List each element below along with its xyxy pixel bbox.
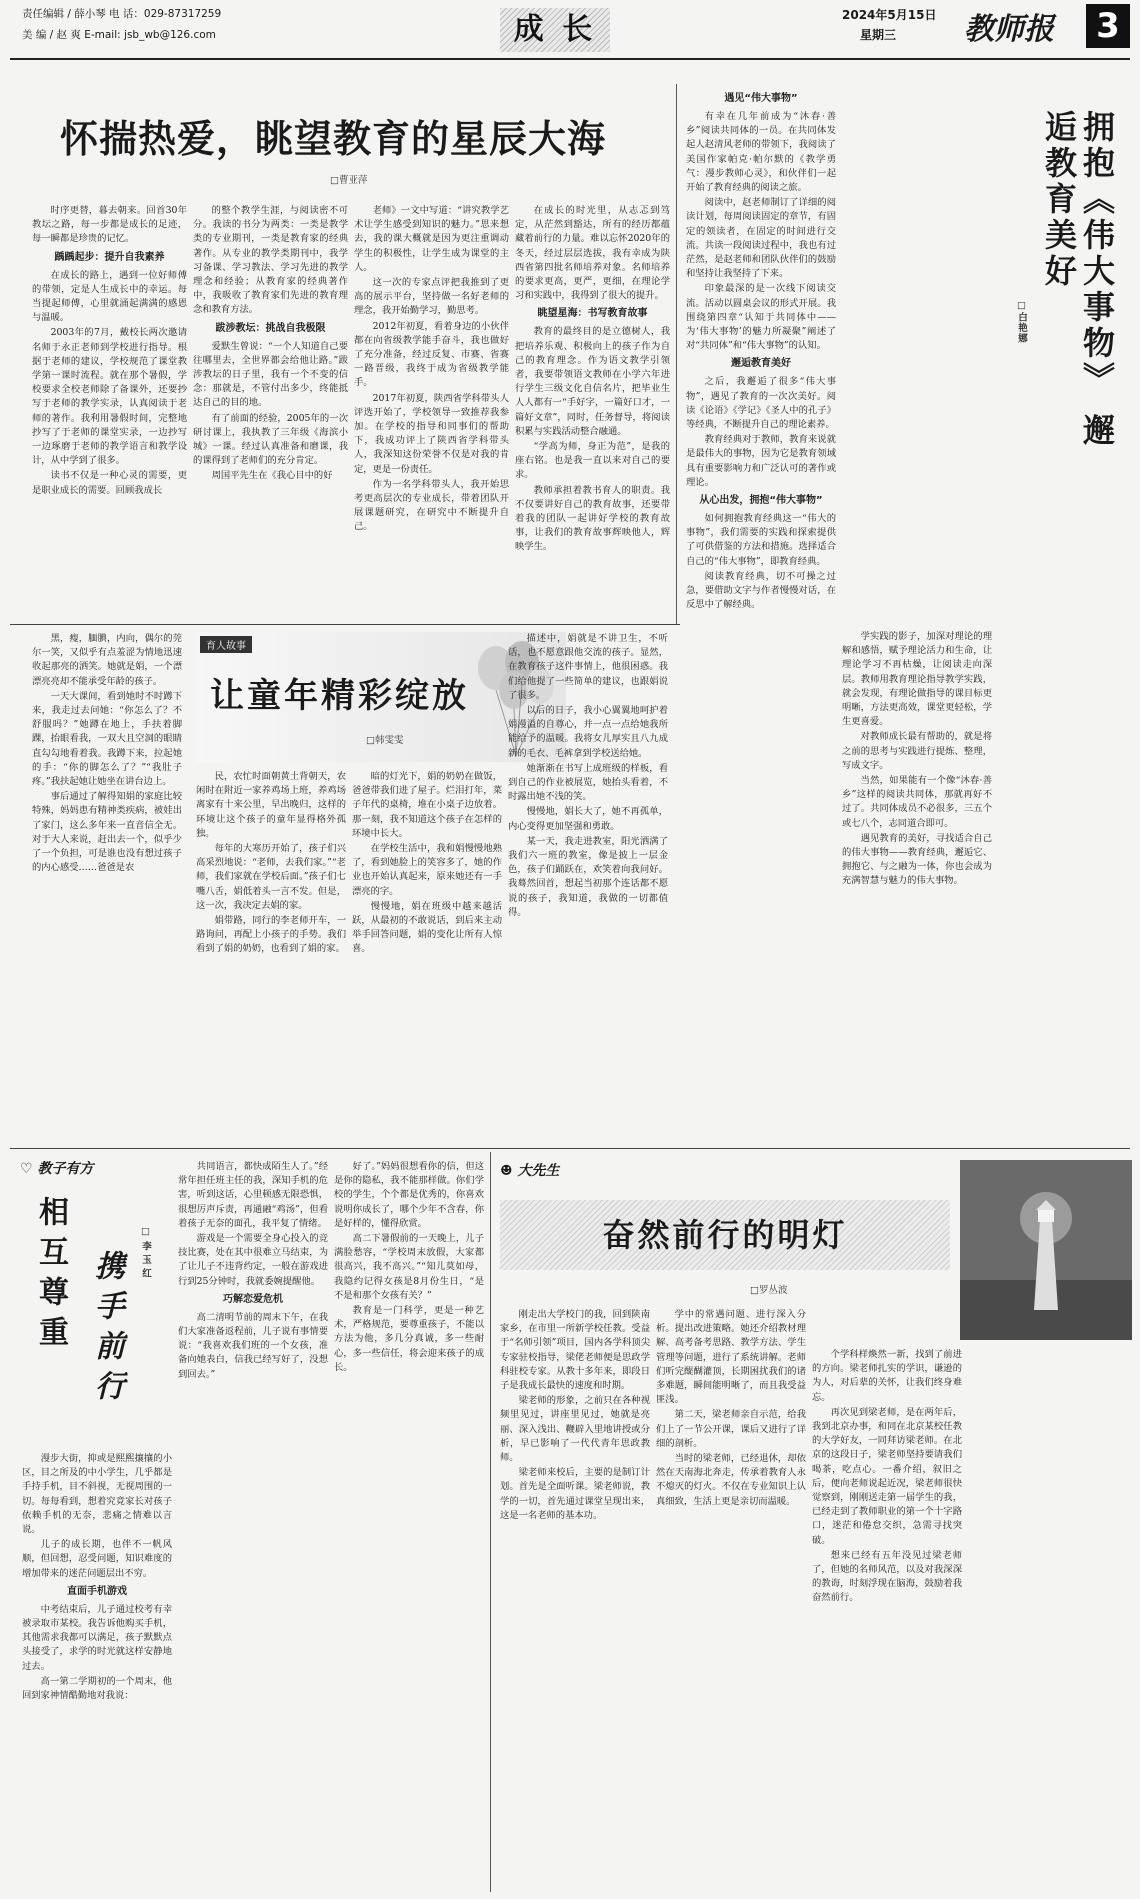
paragraph: 教育经典对于教师，教育来说就是最伟大的事物，因为它是教育领域具有重要影响力和广泛认可的著作或理论。 (686, 434, 836, 488)
article5-col4 (968, 1348, 1130, 1892)
article3-col-right (508, 632, 668, 1137)
article4-column-tag-text: 教子有方 (37, 1161, 94, 1177)
paragraph: 黑，瘦，腼腆，内向，偶尔的莞尔一笑，又似乎有点羞涩为情地迅速收起那亮的洒笑。她就是娟，一个漂漂亮亮却不能承受年龄的孩子。 (32, 633, 182, 687)
paragraph: 每年的大寒历开始了，孩子们兴高采烈地说：“老师，去我们家。”“老师，我们家就在学校后面。”孩子们七嘴八舌，娟低着头一言不发。但是，这一次，我决定去娟的家。 (196, 843, 346, 911)
article5-col2 (656, 1308, 806, 1892)
paragraph: “学高为师，身正为范”，是我的座右铭。也是我一直以来对自己的要求。 (515, 441, 670, 481)
paragraph: 周国平先生在《我心目中的好 (211, 470, 333, 482)
paragraph: 老师》一文中写道：“讲究教学艺术让学生感受到知识的魅力。”思来想去，我的课大概就是因为更注重调动学生的积极性，让学生成为课堂的主人。 (354, 205, 509, 273)
subheading: 巧解恋爱危机 (223, 1293, 283, 1305)
article5-title: 奋然前行的明灯 (602, 1216, 848, 1254)
paragraph: 再次见到梁老师，是在两年后，我到北京办事，和同在北京某校任教的大学好友，一同拜访梁老师。在北京的这段日子，梁老师坚持要请我们喝茶，吃点心。一番介绍，叙旧之后，便向老师说起近况，梁老师很快觉察到，刚刚送走第一届学生的我，已经走到了教师职业的第一个十字路口，迷茫和倦怠交织，急需寻找突破。 (812, 1406, 962, 1546)
paragraph: 事后通过了解得知娟的家庭比较特殊，妈妈患有精神类疾病，被娃出了家门，这么多年来一直音信全无。对于大人来说，赶出去一个，似乎少了一个负担，可是谁也没有想过孩子的内心感受……爸爸是农 (32, 791, 182, 874)
paragraph: 高二下暑假前的一天晚上，儿子满脸愁容，“学校周末放假，大家都很高兴，我不高兴。”“知儿莫如母，我隐约记得女孩是8月份生日，“是不是和那个女孩有关？” (334, 1233, 484, 1301)
article4-title-line1: 相互尊重 (33, 1196, 68, 1356)
article5-col1 (500, 1308, 650, 1892)
paragraph: 一天大课间，看到她时不时蹲下来，我走过去问她：“你怎么了？不舒服吗？”她蹲在地上，手扶着脚踝，抬眼看我，一双大且空洞的眼睛直勾勾地看着我。我蹲下来，拉起她的手：“你的脚怎么了？”“我肚子疼。”我扶起她让她坐在讲台边上。 (32, 690, 182, 788)
page-number: 3 (1086, 4, 1130, 48)
article2-title (1040, 110, 1116, 450)
article2-col-a (686, 88, 836, 1150)
article3-col-mid2 (352, 770, 502, 1137)
paragraph: 在成长的路上，遇到一位好师傅的带领，定是人生成长中的幸运。每当提起师傅，心里就涌起满满的感恩与温暖。 (32, 269, 187, 324)
paragraph: 时序更替，暮去朝来。回首30年教坛之路，每一步都是成长的足迹，每一瞬都是珍贵的记忆。 (32, 205, 187, 245)
paragraph: 民，农忙时面朝黄土背朝天，农闲时在附近一家养鸡场上班，养鸡场离家有十来公里，早出晚归，这样的环境让这个孩子的童年显得格外孤独。 (196, 771, 346, 839)
paragraph: 对教师成长最有帮助的，就是将之前的思考与实践进行提炼、整理，写成文字。 (842, 731, 992, 771)
article5-column-tag-text: 大先生 (517, 1163, 560, 1179)
paragraph: 学实践的影子，加深对理论的理解和感悟，赋予理论活力和生命，让理论学习不再枯燥，让阅读走向深层。教师用教育理论指导教学实践，就会发现，有理论做指导的课目标更明晰，方法更高效，课堂更轻松，学生更喜爱。 (842, 631, 992, 728)
paragraph: 有了前面的经验，2005年的一次研讨课上，我执教了三年级《海滨小城》一课。经过认真准备和磨课，我的课得到了老师们的充分肯定。 (193, 412, 348, 467)
paragraph: 第二天，梁老师亲自示范，给我们上了一节公开课，课后又进行了详细的剖析。 (656, 1409, 806, 1449)
paragraph: 的整个教学生涯，与阅读密不可分。我读的书分为两类：一类是教学类的专业期刊，一类是教育家的经典著作。从专业的教学类期刊中，我学习备课、学习教法、学习先进的教学理念和经验；从教育家的经典著作中，我吸收了教育家们先进的教育理念和教育方法。 (193, 205, 348, 316)
article2-title-text: 拥抱《伟大事物》 邂逅教育美好 (1040, 110, 1116, 450)
paragraph: 当时的梁老师，已经退休，却依然在天南海北奔走，传承着教育人永不熄灭的灯火。不仅在专业知识上认真细致，生活上更是亲切而温暖。 (656, 1453, 806, 1507)
subheading: 邂逅教育美好 (731, 358, 791, 370)
paragraph: 爱默生曾说：“一个人知道自己要往哪里去，全世界都会给他让路。”跋涉教坛的日子里，我有一个不变的信念：那就是，不管付出多少，终能抵达自己的目的地。 (193, 340, 348, 409)
subheading: 踽踽起步：提升自我素养 (54, 251, 165, 263)
paragraph: 读书不仅是一种心灵的需要，更是职业成长的需要。回顾我成长 (32, 470, 187, 496)
paragraph: 个学科样煥然一新，找到了前进的方向。梁老师扎实的学识，谦逊的为人，对后辈的关怀，让我们终身难忘。 (812, 1349, 962, 1403)
subheading: 遇见“伟大事物” (724, 93, 798, 104)
paragraph: 儿子的成长期，也伴不一帆风顺，但回想，忍受问题，知识难度的增加带来的迷茫问题层出不穷。 (22, 1539, 172, 1579)
editor-line: 责任编辑 / 薛小琴 电 话：029-87317259 (22, 8, 222, 20)
issue-weekday: 星期三 (860, 28, 897, 42)
article4-column-tag (20, 1158, 93, 1178)
paragraph: 慢慢地，娟在班级中越来越活跃，从最初的不敢说话，到后来主动举手回答问题，娟的变化让所有人惊喜。 (352, 900, 502, 955)
paragraph: 娟带路，同行的李老师开车，一路询问，再配上小孩子的手势。我们看到了娟的奶奶，也看到了娟的家。 (196, 915, 346, 955)
paragraph: 作为一名学科带头人，我开始思考更高层次的专业成长，带着团队开展课题研究，在研究中不断提升自己。 (354, 478, 509, 533)
paragraph: 阅读教育经典，切不可操之过急，要借助文字与作者慢慢对话，在反思中了解经典。 (686, 570, 836, 611)
paragraph: 2017年初夏，陕西省学科带头人评选开始了，学校领导一致推荐我参加。在学校的指导和同事们的帮助下，我成功评上了陕西省学科带头人，我深知这份荣誉不仅是对我的肯定，更是一份责任。 (354, 392, 509, 475)
article3-col-mid1 (196, 770, 346, 1137)
article3-title: 让童年精彩绽放 (210, 676, 469, 716)
article4-author: □李玉红 (140, 1226, 151, 1282)
column-divider (676, 84, 677, 624)
designer-line: 美 编 / 赵 爽 E-mail: jsb_wb@126.com (22, 29, 216, 41)
paragraph: 在学校生活中，我和娟慢慢地熟了，看到她脸上的笑容多了，她的作业也开始认真起来，原来她还有一手漂亮的字。 (352, 843, 502, 897)
paragraph: 遇见教育的美好，寻找适合自己的伟大事物——教育经典，邂逅它、拥抱它、与之融为一体，你也会成为充满智慧与魅力的伟大事物。 (842, 832, 992, 887)
portrait-icon: ☻ (500, 1163, 518, 1179)
paragraph: 梁老师来校后，主要的是制订计划。首先是全面听课。梁老师说，教学的一切，首先通过课堂呈现出来，这是一名老师的基本功。 (500, 1467, 650, 1521)
article1-col4 (515, 204, 670, 616)
article3-col-left (32, 632, 182, 1137)
column-divider (490, 1152, 491, 1892)
subheading: 跋涉教坛：挑战自我极限 (215, 322, 326, 334)
paragraph: 在成长的时光里，从志忑到笃定，从茫然到豁达，所有的经历都蕴藏着前行的力量。难以忘怀2020年的冬天，经过层层选拔，我有幸成为陕西省第四批名师培养对象。名师培养的要求更高，更严，更细，在理论学习和实践中，我得到了很大的提升。 (515, 205, 670, 302)
article1-col2 (193, 204, 348, 616)
article1-title: 怀揣热爱，眺望教育的星辰大海 (60, 117, 607, 161)
article5-author: □罗丛波 (750, 1285, 788, 1296)
masthead-rule (10, 58, 1130, 60)
paragraph: 描述中，娟就是不讲卫生，不听话，也不愿意跟他交流的孩子。显然，在教育孩子这件事情上，他很困惑。我们给他提了一些简单的建议，也跟娟说了很多。 (508, 633, 668, 701)
paragraph: 暗的灯光下，娟的奶奶在做饭，爸爸带我们进了屋子。烂泪打年，菜子年代的桌椅，堆在小桌子边放着。那一刻，我不知道这个孩子在怎样的环境中长大。 (352, 771, 502, 839)
article2-col-b (842, 630, 992, 1150)
paragraph: 漫步大街，抑或是熙熙攘攘的小区，目之所及的中小学生，几乎都是手持手机，目不斜视，无视周围的一切。每每看到，想着究竟家长对孩子依赖手机的无奈，悲痛之情难以言说。 (22, 1453, 172, 1536)
paragraph: 2003年的7月，戴校长两次邀请名师于永正老师到学校进行指导。根据于老师的建议，学校规范了课堂教学第一课时流程。就在那个暑假，学校要求全校老师除了备课外，还要抄写于老师的教学实录，认真阅读于老师的著作。我利用暑假时间，完整地抄写了于老师的课堂实录，一边抄写一边琢磨于老师的教学语言和教学设计，从中学到了很多。 (32, 327, 187, 467)
article4-col2 (178, 1160, 328, 1892)
subheading: 眺望星海：书写教育故事 (537, 308, 648, 320)
subheading: 从心出发，拥抱“伟大事物” (699, 495, 823, 507)
section-rule (10, 1148, 1130, 1149)
paragraph: 刚走出大学校门的我，回到陕南家乡，在市里一所新学校任教。受益于“名师引领”项目，国内各学科顶尖专家驻校指导，梁佬老师便是思政学科驻校专家。从教十多年来，即段日子是我成长最快的速度和时期。 (500, 1309, 650, 1392)
paragraph: 高二清明节前的周末下午，在我们大家准备返程前，儿子说有事情要说：“我喜欢我们班的一个女孩，准备向她表白，信我已经写好了，没想到回去。” (178, 1311, 328, 1380)
paragraph: 想来已经有五年没见过梁老师了，但她的名师风范，以及对我深深的教诲，时刻浮现在脑海，鼓励着我奋然前行。 (812, 1549, 962, 1604)
article3-column-tag: 育人故事 (200, 636, 252, 653)
paragraph: 学中的常遇问题、进行深入分析。提出改进策略。她还介绍教材理解、高考备考思路、教学方法、学生管理等问题，进行了系统讲解。老师们听完醍醐灌顶，长期困扰我们的诸多难题，瞬间能明晰了，而且我受益匪浅。 (656, 1309, 806, 1406)
article1-col3 (354, 204, 509, 616)
article2-col-c (998, 630, 1128, 1150)
paper-logo: 教师报 (964, 12, 1054, 47)
article2-author: □白艳娜 (1016, 300, 1027, 344)
lighthouse-photo (960, 1160, 1132, 1340)
paragraph: 好了。”妈妈很想看你的信，但这是你的隐私，我不能那样做。你们学校的学生，个个都是优秀的，你喜欢说明你成长了，哪个少年不含春，你是好样的，懂得欣赏。 (334, 1161, 484, 1229)
paragraph: 她渐渐在书写上成班级的样板，看到自己的作业被展览，她抬头看着，不时露出她不浅的笑。 (508, 762, 668, 803)
paragraph: 高一第二学期初的一个周末，他回到家神情酷勤地对我说： (22, 1675, 172, 1702)
paragraph: 如何拥抱教育经典这一“伟大的事物”，我们需要的实践和探索提供了可供借鉴的方法和措施。选择适合自己的“伟大事物”，即教育经典。 (686, 513, 836, 567)
subheading: 直面手机游戏 (67, 1585, 127, 1597)
paragraph: 之后，我邂逅了很多“伟大事物”，遇见了教育的一次次美好。阅读《论语》《学记》《圣人中的孔子》等经典，不断提升自己的理论素养。 (686, 376, 836, 431)
section-rule (10, 624, 680, 625)
article4-col3 (334, 1160, 484, 1892)
paragraph: 中考结束后，儿子通过校考有幸被录取市某校。我告诉他购买手机，其他需求我都可以满足，孩子默默点头接受了，求学的时光就这样安静地过去。 (22, 1603, 172, 1672)
paragraph: 阅读中，赵老师制订了详细的阅读计划，每周阅读固定的章节，有固定的领读者，在固定的时间进行交流。共读一段阅读过程中，我也有过茫然，是赵老师和团队伙伴们的鼓励和坚持让我坚持了下来。 (686, 197, 836, 280)
section-banner (500, 8, 610, 52)
paragraph: 共同语言，都快成陌生人了。”经常年担任班主任的我，深知手机的危害，听到这话，心里顿感无限恐惧，很想厉声斥责，再通融“鸡汤”，但看着孩子无奈的面孔，我平复了情绪。 (178, 1161, 328, 1229)
paragraph: 有幸在几年前成为“沐春·善乡”阅读共同体的一员。在共同体发起人赵清风老师的带领下，我阅读了美国作家帕克·帕尔默的《教学勇气：漫步教师心灵》，和伙伴们一起开始了教育经典的阅读之旅。 (686, 111, 836, 194)
paragraph: 游戏是一个需要全身心投入的竞技比赛，处在其中很难立马结束，为了让儿子不违背约定，一般在游戏进行到25分钟时，我就委婉提醒他。 (178, 1233, 328, 1287)
masthead (0, 0, 1140, 58)
paragraph: 当然，如果能有一个像“沐春·善乡”这样的阅读共同体，那就再好不过了。共同体成员不必很多，三五个或七八个，志同道合即可。 (842, 775, 992, 829)
article5-title-banner (500, 1200, 950, 1270)
paragraph: 慢慢地，娟长大了，她不再孤单，内心变得更加坚强和勇敢。 (508, 806, 668, 832)
section-name: 成 长 (513, 12, 597, 47)
paragraph: 教师承担着教书育人的职责。我不仅要讲好自己的教育故事，还要带着我的团队一起讲好学校的教育故事，让我们的教育故事辉映他人，辉映学生。 (515, 484, 670, 553)
article3-author: □韩雯雯 (366, 735, 404, 746)
article1-author: □曹亚萍 (330, 175, 368, 186)
paragraph: 这一次的专家点评把我推到了更高的展示平台，坚持做一名好老师的理念，我开始勤学习，勤思考。 (354, 277, 509, 317)
article4-title-line2: 携手前行 (89, 1250, 124, 1410)
article1-col1 (32, 204, 187, 616)
article5-col3 (812, 1348, 962, 1892)
paragraph: 某一天，我走进教室，阳光洒满了我们六一班的教室，像是披上一层金色，孩子们踊跃在，欢笑着向我问好。我蓦然回首，想起当初那个连话都不愿说的孩子，我知道，我做的一切都值得。 (508, 835, 668, 918)
article4-col1 (22, 1452, 172, 1892)
paragraph: 2012年初夏，看着身边的小伙伴都在向省级教学能手奋斗，我也做好了充分准备，经过反复、市赛、省赛一路晋级，我终于成为省级教学能手。 (354, 320, 509, 389)
heart-icon: ♡ (20, 1161, 38, 1177)
paragraph: 教育的最终目的是立德树人，我把培养乐观、积极向上的孩子作为自己的教育理念。作为语文教学引领者，我要带领语文教师在小学六年进行学生三级文化自信名片，把毕业生人人都有一“手好字，一篇好口才，一篇好文章”，同时，任务督导，将阅读积累与实践活动整合融通。 (515, 326, 670, 437)
paragraph: 印象最深的是一次线下阅读交流。活动以圆桌会议的形式开展。我围绕第四章“认知于共同体中——为‘伟大事物’的魅力所凝聚”阐述了对“共同体”和“伟大事物”的认知。 (686, 283, 836, 352)
issue-date: 2024年5月15日 (842, 8, 937, 22)
article5-column-tag (500, 1160, 559, 1180)
paragraph: 梁老师的形象，之前只在各种视频里见过，讲座里见过，她就是亮丽、深入浅出、鞭辟入里地讲授或分析，早已影响了一代代青年思政教师。 (500, 1395, 650, 1464)
paragraph: 以后的日子，我小心翼翼地呵护着娟漫溢的自尊心，并一点一点给她我所能给予的温暖。我将女儿厚实且八九成新的毛衣、毛裤拿到学校送给她。 (508, 705, 668, 759)
paragraph: 教育是一门科学，更是一种艺术，严格规范，要尊重孩子，不能以方法为他，多几分真诚，多一些耐心，多一些信任，将会迎来孩子的成长。 (334, 1305, 484, 1373)
